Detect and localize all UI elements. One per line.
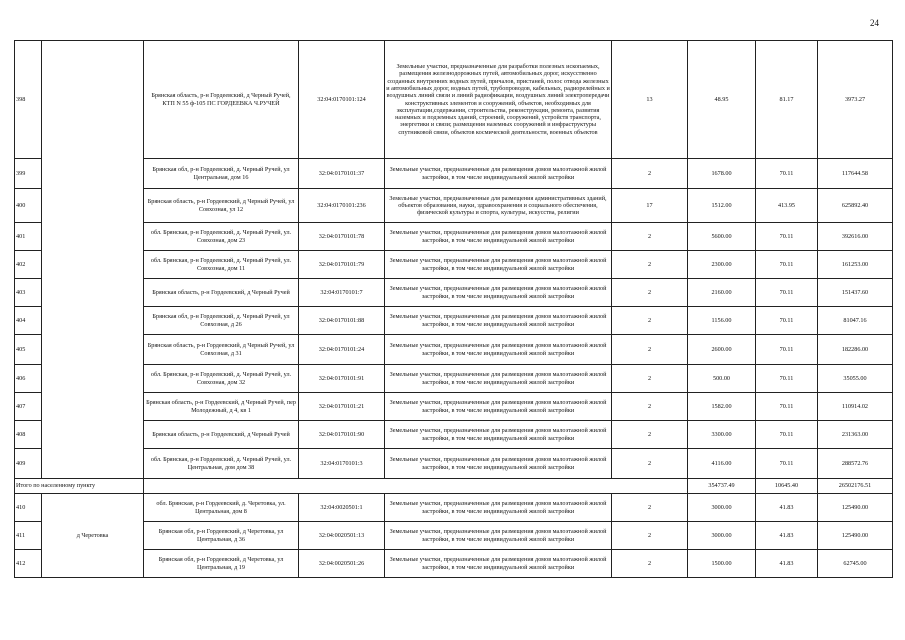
row-cadastral-number: 32:04:0170101:236 bbox=[299, 189, 385, 223]
row-value: 110914.02 bbox=[818, 393, 893, 421]
row-permitted-use: Земельные участки, предназначенные для размещения домов малоэтажной жилой застройки, в том числе индивидуальной жилой застройки bbox=[385, 522, 612, 550]
row-zone: 2 bbox=[612, 159, 688, 189]
total-rate: 10645.40 bbox=[756, 479, 818, 494]
row-value: 62745.00 bbox=[818, 550, 893, 578]
row-permitted-use: Земельные участки, предназначенные для размещения домов малоэтажной жилой застройки, в том числе индивидуальной жилой застройки bbox=[385, 550, 612, 578]
row-address: Брянская область, р-н Гордеевский, д Черный Ручей, ул Совхозная, ул 12 bbox=[144, 189, 299, 223]
row-value: 392616.00 bbox=[818, 223, 893, 251]
row-number: 401 bbox=[15, 223, 42, 251]
row-area: 500.00 bbox=[688, 365, 756, 393]
row-zone: 2 bbox=[612, 393, 688, 421]
row-rate: 70.11 bbox=[756, 279, 818, 307]
row-address: Брянская обл, р-н Гордеевский, д Черетовка, ул Центральная, д 19 bbox=[144, 550, 299, 578]
row-value: 151437.60 bbox=[818, 279, 893, 307]
table-row bbox=[15, 550, 893, 578]
table-row bbox=[15, 251, 893, 279]
row-value: 231363.00 bbox=[818, 421, 893, 449]
row-value: 117644.58 bbox=[818, 159, 893, 189]
row-address: обл. Брянская, р-н Гордеевский, д. Черный Ручей, ул. Совхозная, дом 11 bbox=[144, 251, 299, 279]
total-area: 354737.49 bbox=[688, 479, 756, 494]
row-number: 402 bbox=[15, 251, 42, 279]
row-zone: 2 bbox=[612, 223, 688, 251]
row-zone: 2 bbox=[612, 449, 688, 479]
row-number: 407 bbox=[15, 393, 42, 421]
row-cadastral-number: 32:04:0170101:91 bbox=[299, 365, 385, 393]
row-number: 408 bbox=[15, 421, 42, 449]
row-cadastral-number: 32:04:0170101:78 bbox=[299, 223, 385, 251]
total-row bbox=[15, 479, 893, 494]
row-permitted-use: Земельные участки, предназначенные для размещения домов малоэтажной жилой застройки, в том числе индивидуальной жилой застройки bbox=[385, 365, 612, 393]
row-area: 1582.00 bbox=[688, 393, 756, 421]
row-rate: 70.11 bbox=[756, 223, 818, 251]
row-area: 2300.00 bbox=[688, 251, 756, 279]
row-value: 182286.00 bbox=[818, 335, 893, 365]
row-number: 409 bbox=[15, 449, 42, 479]
row-permitted-use: Земельные участки, предназначенные для размещения домов малоэтажной жилой застройки, в том числе индивидуальной жилой застройки bbox=[385, 279, 612, 307]
row-area: 1156.00 bbox=[688, 307, 756, 335]
table-row bbox=[15, 307, 893, 335]
row-zone: 17 bbox=[612, 189, 688, 223]
row-number: 398 bbox=[15, 41, 42, 159]
row-value: 625892.40 bbox=[818, 189, 893, 223]
row-number: 404 bbox=[15, 307, 42, 335]
table-row bbox=[15, 41, 893, 159]
row-cadastral-number: 32:04:0020501:13 bbox=[299, 522, 385, 550]
page-number: 24 bbox=[870, 18, 879, 28]
row-cadastral-number: 32:04:0170101:90 bbox=[299, 421, 385, 449]
table-row bbox=[15, 494, 893, 522]
row-permitted-use: Земельные участки, предназначенные для размещения домов малоэтажной жилой застройки, в том числе индивидуальной жилой застройки bbox=[385, 307, 612, 335]
table-row bbox=[15, 449, 893, 479]
row-zone: 2 bbox=[612, 251, 688, 279]
row-address: Брянская область, р-н Гордеевский, д Черный Ручей, пер Молодежный, д 4, кв 1 bbox=[144, 393, 299, 421]
row-rate: 70.11 bbox=[756, 335, 818, 365]
row-zone: 2 bbox=[612, 279, 688, 307]
row-rate: 41.83 bbox=[756, 494, 818, 522]
row-zone: 2 bbox=[612, 335, 688, 365]
row-permitted-use: Земельные участки, предназначенные для размещения домов малоэтажной жилой застройки, в том числе индивидуальной жилой застройки bbox=[385, 494, 612, 522]
row-rate: 70.11 bbox=[756, 251, 818, 279]
table-row bbox=[15, 189, 893, 223]
row-number: 406 bbox=[15, 365, 42, 393]
row-address: обл. Брянская, р-н Гордеевский, д. Черный Ручей, ул. Центральная, дом дом 38 bbox=[144, 449, 299, 479]
row-rate: 70.11 bbox=[756, 393, 818, 421]
row-area: 4116.00 bbox=[688, 449, 756, 479]
row-value: 288572.76 bbox=[818, 449, 893, 479]
row-cadastral-number: 32:04:0170101:88 bbox=[299, 307, 385, 335]
row-number: 411 bbox=[15, 522, 42, 550]
row-value: 35055.00 bbox=[818, 365, 893, 393]
land-registry-table bbox=[14, 40, 893, 578]
row-permitted-use: Земельные участки, предназначенные для размещения домов малоэтажной жилой застройки, в том числе индивидуальной жилой застройки bbox=[385, 159, 612, 189]
row-rate: 41.83 bbox=[756, 522, 818, 550]
row-address: Брянская обл, р-н Гордеевский, д. Черный Ручей, ул Центральная, дом 16 bbox=[144, 159, 299, 189]
row-area: 3000.00 bbox=[688, 494, 756, 522]
total-blank bbox=[144, 479, 688, 494]
row-permitted-use: Земельные участки, предназначенные для размещения домов малоэтажной жилой застройки, в том числе индивидуальной жилой застройки bbox=[385, 223, 612, 251]
locality-name: д Черетовка bbox=[42, 494, 144, 578]
row-cadastral-number: 32:04:0170101:124 bbox=[299, 41, 385, 159]
row-cadastral-number: 32:04:0170101:21 bbox=[299, 393, 385, 421]
row-zone: 2 bbox=[612, 494, 688, 522]
row-rate: 70.11 bbox=[756, 159, 818, 189]
row-zone: 2 bbox=[612, 421, 688, 449]
row-permitted-use: Земельные участки, предназначенные для размещения домов малоэтажной жилой застройки, в том числе индивидуальной жилой застройки bbox=[385, 421, 612, 449]
row-number: 399 bbox=[15, 159, 42, 189]
row-area: 1512.00 bbox=[688, 189, 756, 223]
row-cadastral-number: 32:04:0170101:7 bbox=[299, 279, 385, 307]
row-cadastral-number: 32:04:0020501:26 bbox=[299, 550, 385, 578]
locality-cell bbox=[42, 41, 144, 479]
row-value: 3973.27 bbox=[818, 41, 893, 159]
row-address: обл. Брянская, р-н Гордеевский, д. Черный Ручей, ул. Совхозная, дом 32 bbox=[144, 365, 299, 393]
row-value: 125490.00 bbox=[818, 494, 893, 522]
row-permitted-use: Земельные участки, предназначенные для размещения домов малоэтажной жилой застройки, в том числе индивидуальной жилой застройки bbox=[385, 393, 612, 421]
row-area: 1500.00 bbox=[688, 550, 756, 578]
row-permitted-use: Земельные участки, предназначенные для разработки полезных ископаемых, размещения железнодорожных путей, автомобильных дорог, искусственно созданных внутренних водных путей, причалов, пристаней, полос отвода железных и автомобильных дорог, водных путей, трубопроводов, кабельных, радиорелейных и воздушных линий связи и линий радиофикации, воздушных линий электропередачи конструктивных элементов и сооружений, объектов, необходимых для эксплуатации,содержания, строительства, реконструкции, ремонта, развития наземных и подземных зданий, строений, сооружений, устройств транспорта, энергетики и связи; размещения наземных сооружений и инфраструктуры спутниковой связи, объектов космической деятельности, военных объектов bbox=[385, 41, 612, 159]
row-permitted-use: Земельные участки, предназначенные для размещения домов малоэтажной жилой застройки, в том числе индивидуальной жилой застройки bbox=[385, 251, 612, 279]
table-row bbox=[15, 393, 893, 421]
row-area: 2160.00 bbox=[688, 279, 756, 307]
row-permitted-use: Земельные участки, предназначенные для размещения административных зданий, объектов образования, науки, здравоохранения и социального обеспечения, физической культуры и спорта, культуры, искусства, религии bbox=[385, 189, 612, 223]
row-rate: 70.11 bbox=[756, 365, 818, 393]
row-number: 410 bbox=[15, 494, 42, 522]
row-area: 1678.00 bbox=[688, 159, 756, 189]
row-area: 48.95 bbox=[688, 41, 756, 159]
total-label: Итого по населенному пункту bbox=[15, 479, 144, 494]
table-row bbox=[15, 279, 893, 307]
row-zone: 2 bbox=[612, 365, 688, 393]
row-zone: 2 bbox=[612, 307, 688, 335]
row-value: 161253.00 bbox=[818, 251, 893, 279]
row-zone: 2 bbox=[612, 522, 688, 550]
row-rate: 81.17 bbox=[756, 41, 818, 159]
row-number: 405 bbox=[15, 335, 42, 365]
row-rate: 70.11 bbox=[756, 449, 818, 479]
row-zone: 2 bbox=[612, 550, 688, 578]
row-rate: 70.11 bbox=[756, 307, 818, 335]
table-row bbox=[15, 421, 893, 449]
table-row bbox=[15, 522, 893, 550]
row-address: обл. Брянская, р-н Гордеевский, д. Черетовка, ул. Центральная, дом 8 bbox=[144, 494, 299, 522]
row-cadastral-number: 32:04:0170101:37 bbox=[299, 159, 385, 189]
row-address: Брянская обл, р-н Гордеевский, д. Черный Ручей, ул Совхозная, д 26 bbox=[144, 307, 299, 335]
row-cadastral-number: 32:04:0170101:24 bbox=[299, 335, 385, 365]
row-rate: 41.83 bbox=[756, 550, 818, 578]
table-row bbox=[15, 335, 893, 365]
row-area: 3000.00 bbox=[688, 522, 756, 550]
table-row bbox=[15, 159, 893, 189]
row-rate: 413.95 bbox=[756, 189, 818, 223]
row-permitted-use: Земельные участки, предназначенные для размещения домов малоэтажной жилой застройки, в том числе индивидуальной жилой застройки bbox=[385, 335, 612, 365]
row-cadastral-number: 32:04:0170101:3 bbox=[299, 449, 385, 479]
table-row bbox=[15, 365, 893, 393]
row-address: Брянская обл, р-н Гордеевский, д Черетовка, ул Центральная, д 36 bbox=[144, 522, 299, 550]
row-address: Брянская область, р-н Гордеевский, д Черный Ручей bbox=[144, 279, 299, 307]
row-permitted-use: Земельные участки, предназначенные для размещения домов малоэтажной жилой застройки, в том числе индивидуальной жилой застройки bbox=[385, 449, 612, 479]
row-value: 125490.00 bbox=[818, 522, 893, 550]
row-address: Брянская область, р-н Гордеевский, д Черный Ручей, КТП N 55 ф-105 ПС ГОРДЕЕВКА Ч.РУЧЕЙ bbox=[144, 41, 299, 159]
row-zone: 13 bbox=[612, 41, 688, 159]
row-number: 400 bbox=[15, 189, 42, 223]
row-rate: 70.11 bbox=[756, 421, 818, 449]
table-row bbox=[15, 223, 893, 251]
row-address: обл. Брянская, р-н Гордеевский, д. Черный Ручей, ул. Совхозная, дом 23 bbox=[144, 223, 299, 251]
row-address: Брянская область, р-н Гордеевский, д Черный Ручей bbox=[144, 421, 299, 449]
row-cadastral-number: 32:04:0170101:79 bbox=[299, 251, 385, 279]
total-value: 26502176.51 bbox=[818, 479, 893, 494]
row-number: 403 bbox=[15, 279, 42, 307]
row-number: 412 bbox=[15, 550, 42, 578]
row-address: Брянская область, р-н Гордеевский, д Черный Ручей, ул Совхозная, д 31 bbox=[144, 335, 299, 365]
row-area: 2600.00 bbox=[688, 335, 756, 365]
row-area: 3300.00 bbox=[688, 421, 756, 449]
row-value: 81047.16 bbox=[818, 307, 893, 335]
row-area: 5600.00 bbox=[688, 223, 756, 251]
row-cadastral-number: 32:04:0020501:1 bbox=[299, 494, 385, 522]
